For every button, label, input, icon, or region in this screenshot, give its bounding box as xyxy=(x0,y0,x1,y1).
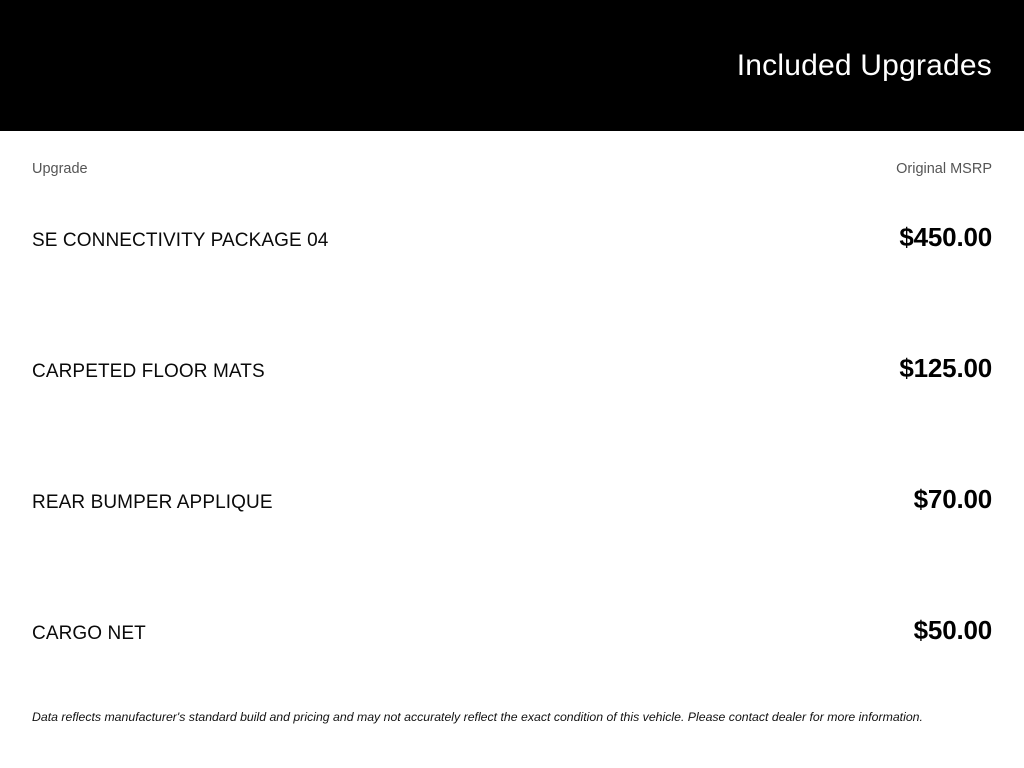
disclaimer-text: Data reflects manufacturer's standard build and pricing and may not accurately reflect the exact condition of this vehicle. Please contact dealer for more information. xyxy=(32,710,923,724)
table-header-row xyxy=(32,131,992,177)
upgrade-price: $70.00 xyxy=(913,484,992,514)
page-content xyxy=(0,131,1024,768)
table-row xyxy=(32,308,992,439)
table-row xyxy=(32,570,992,701)
page-header xyxy=(0,0,1024,131)
upgrade-name: SE CONNECTIVITY PACKAGE 04 xyxy=(32,230,329,251)
upgrade-name: REAR BUMPER APPLIQUE xyxy=(32,492,273,513)
upgrade-name: CARPETED FLOOR MATS xyxy=(32,361,265,382)
upgrade-price: $450.00 xyxy=(899,222,992,252)
upgrade-price: $125.00 xyxy=(899,353,992,383)
upgrade-name: CARGO NET xyxy=(32,623,146,644)
column-header-msrp: Original MSRP xyxy=(896,161,992,177)
upgrade-list xyxy=(32,177,992,701)
page-title: Included Upgrades xyxy=(736,49,992,82)
table-row xyxy=(32,177,992,308)
upgrade-price: $50.00 xyxy=(913,615,992,645)
table-row xyxy=(32,439,992,570)
column-header-upgrade: Upgrade xyxy=(32,161,88,177)
